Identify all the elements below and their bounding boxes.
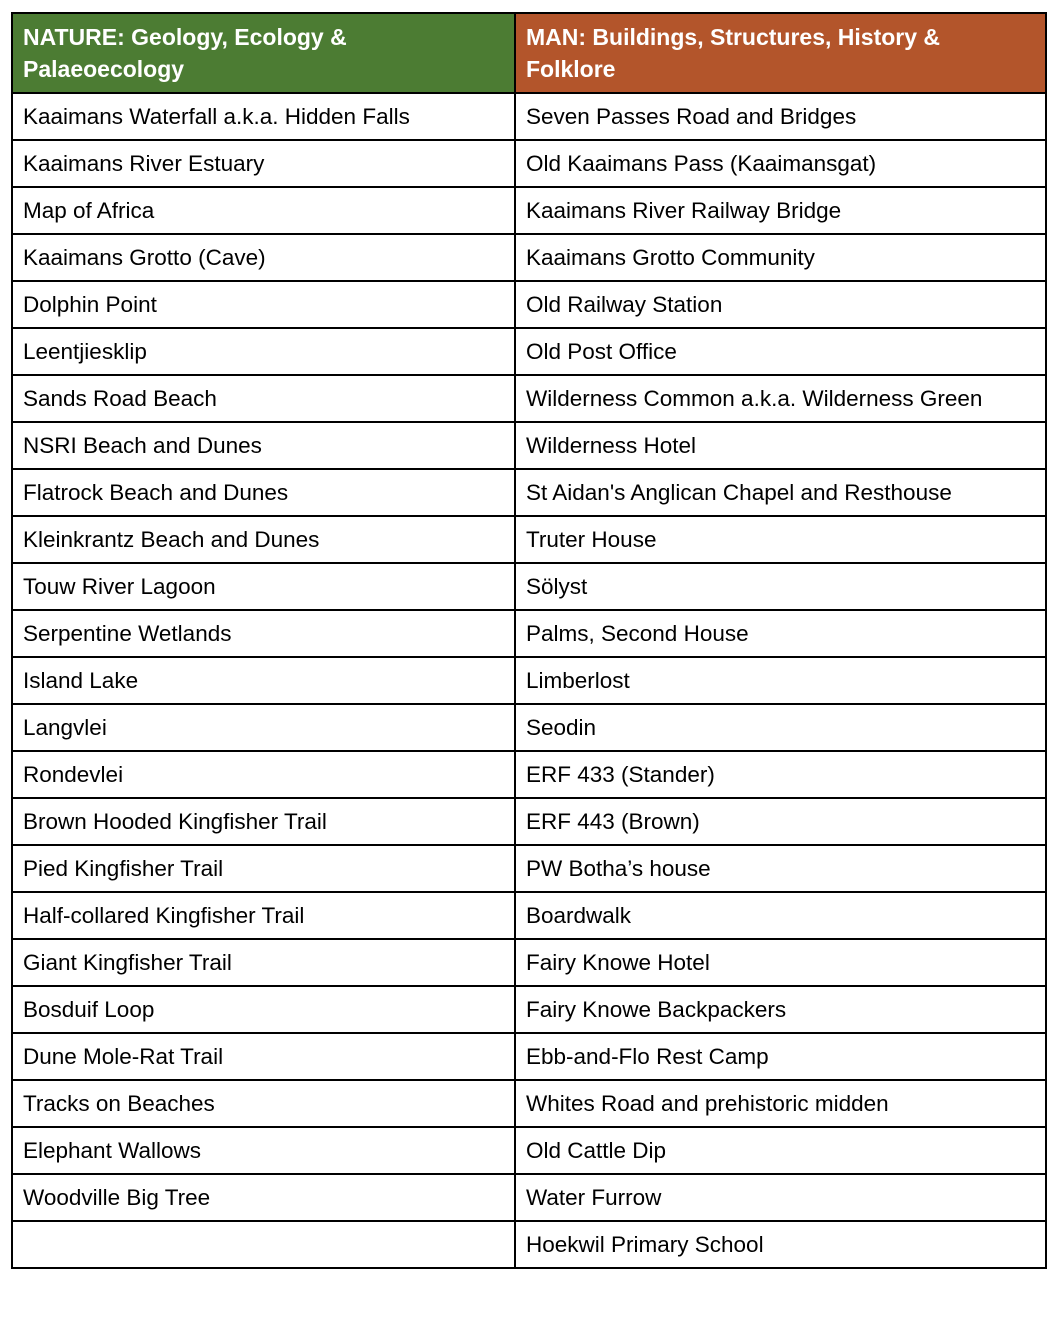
sites-table [11, 12, 1047, 1269]
table-row [12, 375, 1046, 422]
man-cell: Whites Road and prehistoric midden [515, 1080, 1046, 1127]
table-row [12, 469, 1046, 516]
table-row [12, 892, 1046, 939]
man-cell: Kaaimans River Railway Bridge [515, 187, 1046, 234]
man-cell: Seven Passes Road and Bridges [515, 93, 1046, 140]
man-cell: Old Post Office [515, 328, 1046, 375]
man-cell: Palms, Second House [515, 610, 1046, 657]
table-row [12, 939, 1046, 986]
header-row [12, 13, 1046, 93]
nature-cell: Bosduif Loop [12, 986, 515, 1033]
man-cell: PW Botha’s house [515, 845, 1046, 892]
nature-cell: Kleinkrantz Beach and Dunes [12, 516, 515, 563]
nature-cell: Flatrock Beach and Dunes [12, 469, 515, 516]
table-row [12, 234, 1046, 281]
table-row [12, 610, 1046, 657]
table-row [12, 1221, 1046, 1268]
man-cell: Seodin [515, 704, 1046, 751]
man-cell: Sölyst [515, 563, 1046, 610]
table-body [12, 93, 1046, 1268]
man-column-header: MAN: Buildings, Structures, History & Folklore [515, 13, 1046, 93]
man-cell: ERF 433 (Stander) [515, 751, 1046, 798]
man-cell: Ebb-and-Flo Rest Camp [515, 1033, 1046, 1080]
nature-column-header: NATURE: Geology, Ecology & Palaeoecology [12, 13, 515, 93]
table-row [12, 281, 1046, 328]
table-row [12, 704, 1046, 751]
nature-cell: Kaaimans Waterfall a.k.a. Hidden Falls [12, 93, 515, 140]
man-cell: St Aidan's Anglican Chapel and Resthouse [515, 469, 1046, 516]
nature-cell: Leentjiesklip [12, 328, 515, 375]
nature-cell: Half-collared Kingfisher Trail [12, 892, 515, 939]
nature-cell: Brown Hooded Kingfisher Trail [12, 798, 515, 845]
nature-cell: Serpentine Wetlands [12, 610, 515, 657]
table-row [12, 751, 1046, 798]
nature-cell: Touw River Lagoon [12, 563, 515, 610]
man-cell: Old Railway Station [515, 281, 1046, 328]
man-cell: Hoekwil Primary School [515, 1221, 1046, 1268]
man-cell: Old Cattle Dip [515, 1127, 1046, 1174]
nature-cell: Giant Kingfisher Trail [12, 939, 515, 986]
table-row [12, 1080, 1046, 1127]
nature-cell: Pied Kingfisher Trail [12, 845, 515, 892]
man-cell: Fairy Knowe Hotel [515, 939, 1046, 986]
nature-cell: Tracks on Beaches [12, 1080, 515, 1127]
table-row [12, 328, 1046, 375]
man-cell: Boardwalk [515, 892, 1046, 939]
table-row [12, 1174, 1046, 1221]
nature-cell: Rondevlei [12, 751, 515, 798]
nature-cell: Langvlei [12, 704, 515, 751]
nature-cell: Map of Africa [12, 187, 515, 234]
table-row [12, 798, 1046, 845]
table-row [12, 187, 1046, 234]
nature-cell: Dolphin Point [12, 281, 515, 328]
nature-cell: Island Lake [12, 657, 515, 704]
nature-cell: Sands Road Beach [12, 375, 515, 422]
nature-cell [12, 1221, 515, 1268]
table-row [12, 657, 1046, 704]
man-cell: ERF 443 (Brown) [515, 798, 1046, 845]
nature-cell: Kaaimans Grotto (Cave) [12, 234, 515, 281]
nature-cell: Dune Mole-Rat Trail [12, 1033, 515, 1080]
nature-cell: Kaaimans River Estuary [12, 140, 515, 187]
nature-cell: Elephant Wallows [12, 1127, 515, 1174]
table-row [12, 93, 1046, 140]
nature-cell: Woodville Big Tree [12, 1174, 515, 1221]
table-row [12, 1127, 1046, 1174]
table-row [12, 516, 1046, 563]
man-cell: Old Kaaimans Pass (Kaaimansgat) [515, 140, 1046, 187]
table-row [12, 845, 1046, 892]
man-cell: Limberlost [515, 657, 1046, 704]
nature-cell: NSRI Beach and Dunes [12, 422, 515, 469]
table-row [12, 563, 1046, 610]
man-cell: Wilderness Common a.k.a. Wilderness Green [515, 375, 1046, 422]
table-row [12, 986, 1046, 1033]
table-row [12, 1033, 1046, 1080]
table-row [12, 140, 1046, 187]
man-cell: Kaaimans Grotto Community [515, 234, 1046, 281]
man-cell: Water Furrow [515, 1174, 1046, 1221]
man-cell: Fairy Knowe Backpackers [515, 986, 1046, 1033]
table-row [12, 422, 1046, 469]
man-cell: Truter House [515, 516, 1046, 563]
man-cell: Wilderness Hotel [515, 422, 1046, 469]
